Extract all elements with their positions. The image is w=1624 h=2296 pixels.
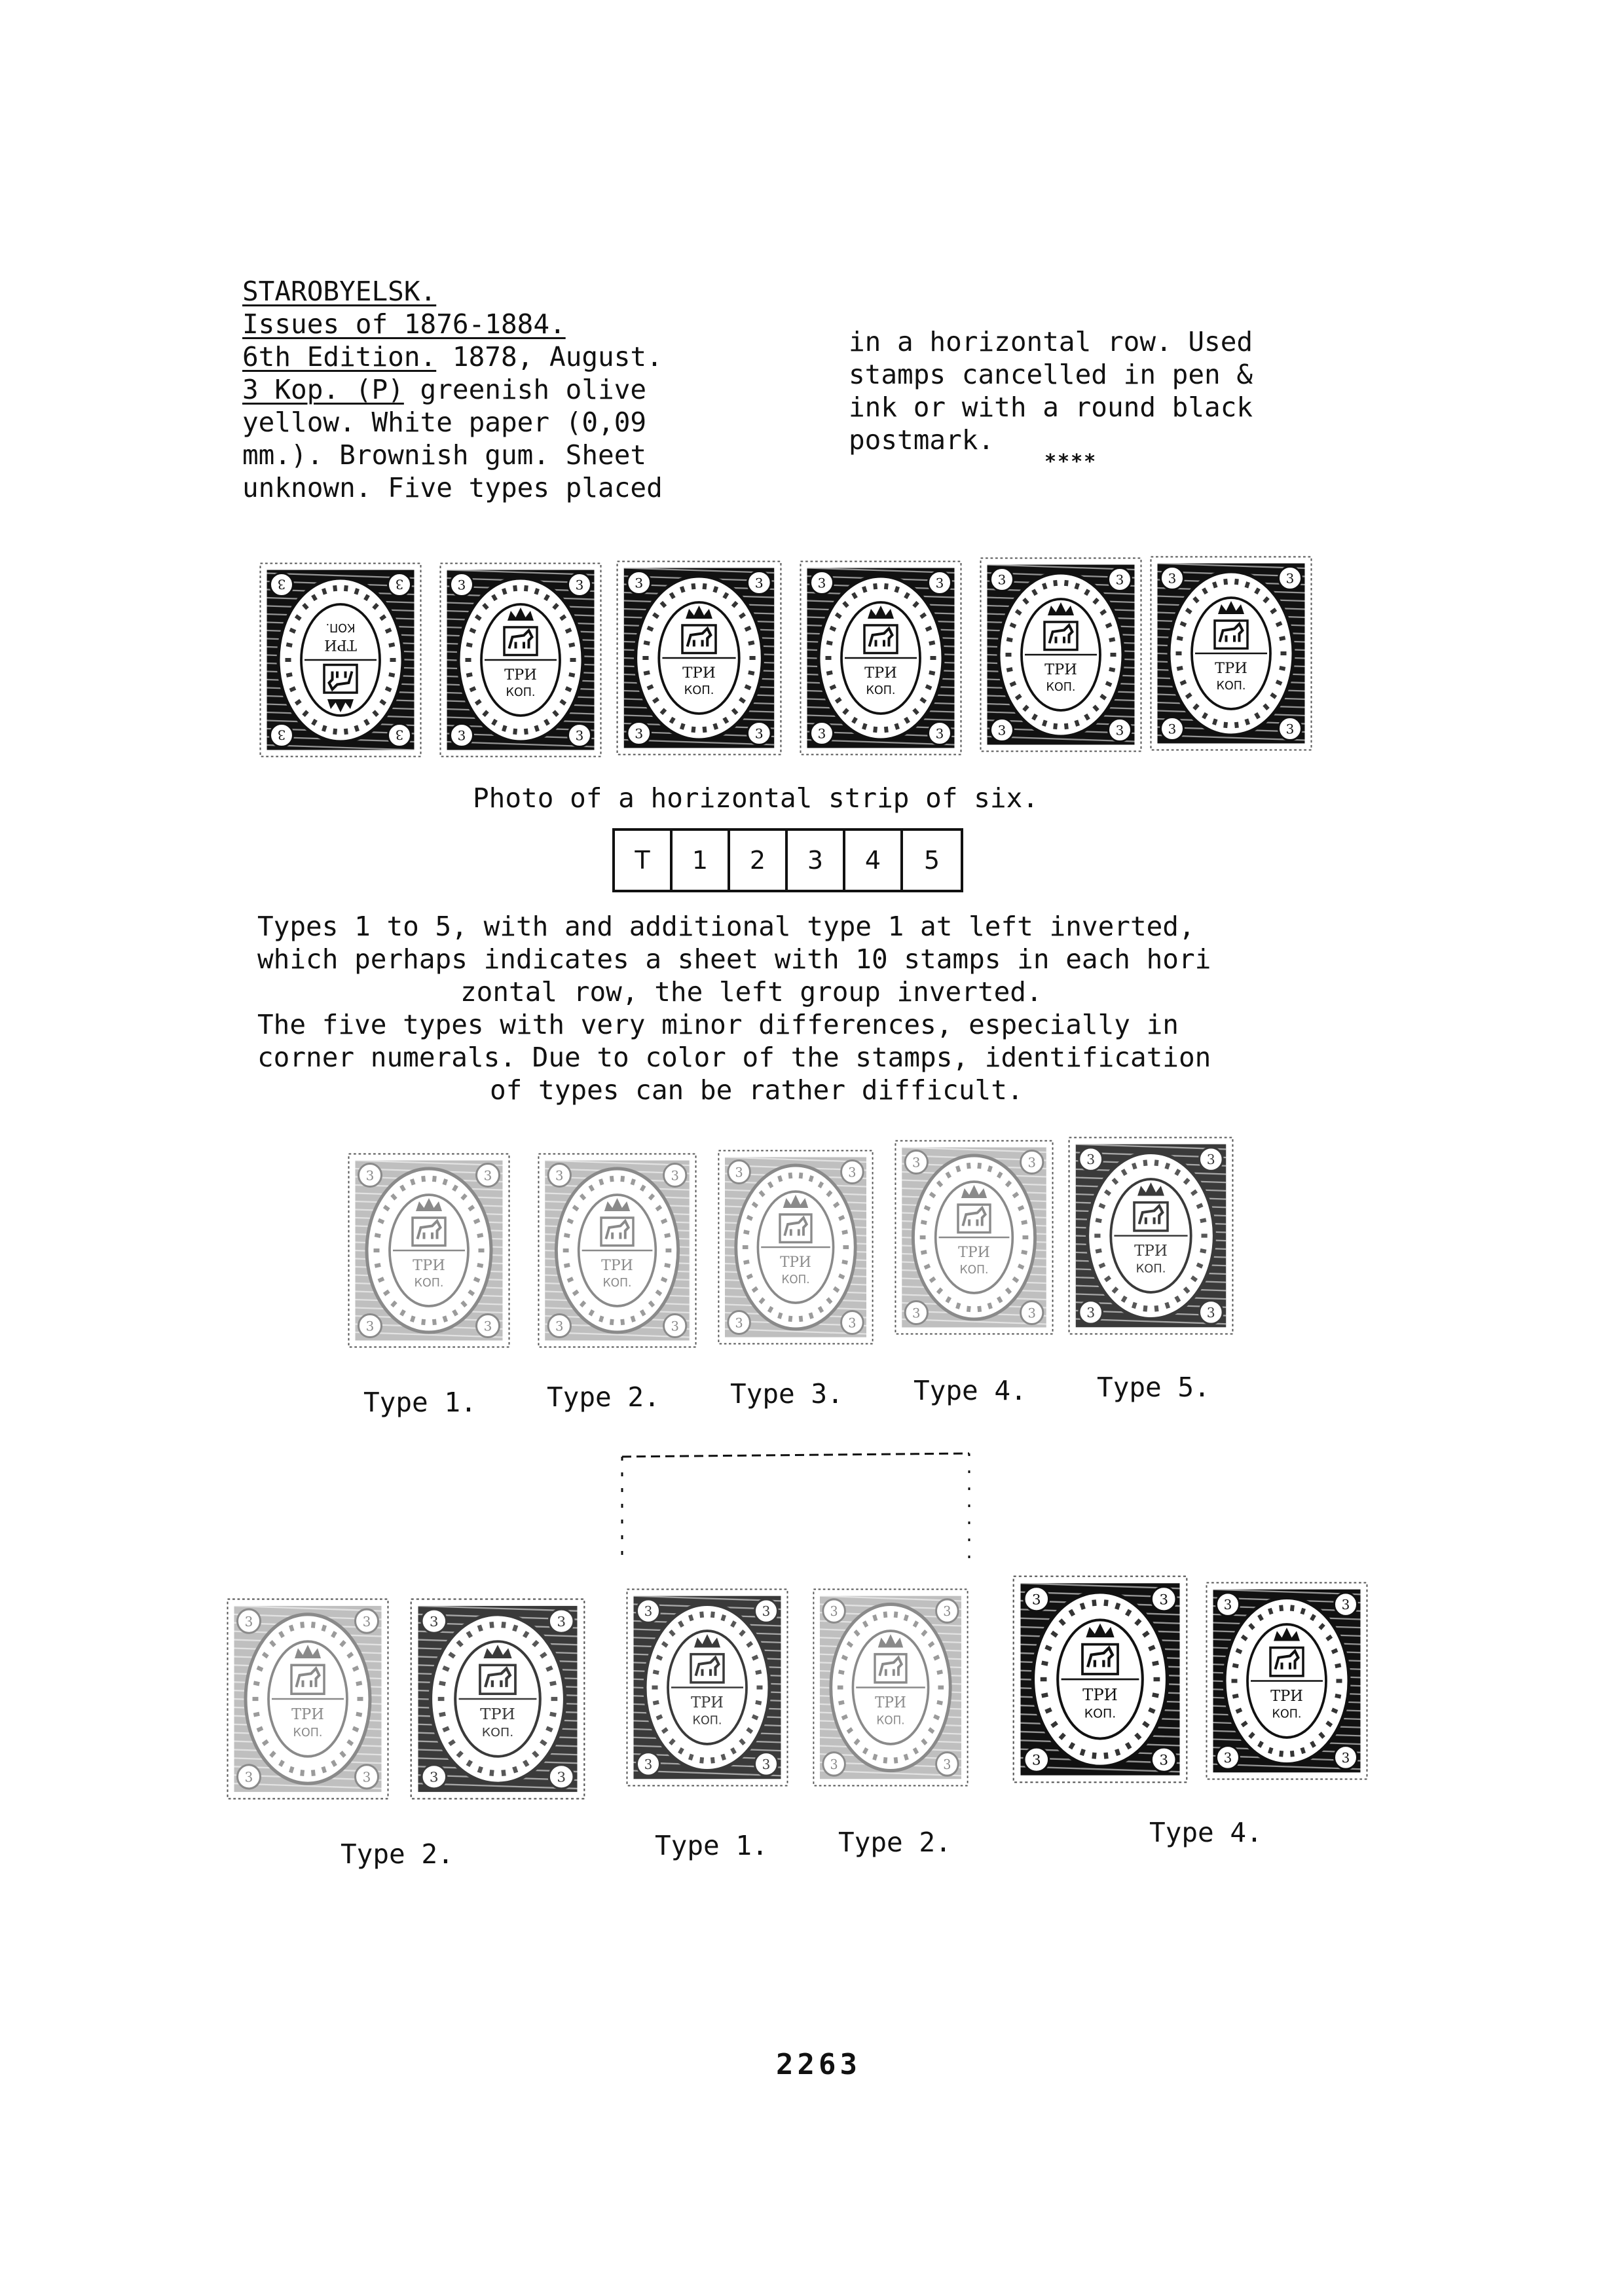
svg-text:КОП.: КОП. [876,1713,905,1728]
svg-text:ТРИ: ТРИ [1044,661,1077,678]
svg-text:3: 3 [762,1603,771,1620]
position-table [612,828,963,892]
svg-text:КОП.: КОП. [325,621,356,634]
caption-type: Type 3. [730,1378,843,1410]
svg-text:КОП.: КОП. [481,1726,514,1740]
para1-line: which perhaps indicates a sheet with 10 stamps in each hori [257,943,1211,975]
empty-stamp-outline [619,1450,972,1568]
svg-text:3: 3 [365,1318,375,1334]
para1-line: Types 1 to 5, with and additional type 1 at left inverted, [257,911,1195,942]
svg-text:3: 3 [1341,1749,1350,1766]
table-cell: 4 [845,831,903,890]
svg-text:ТРИ: ТРИ [1082,1686,1118,1704]
stamp-type-4 [894,1139,1054,1336]
svg-text:3: 3 [244,1769,253,1785]
svg-text:3: 3 [1285,570,1295,587]
svg-text:3: 3 [1115,572,1124,588]
left-column [242,275,663,504]
types-line: unknown. Five types placed [242,472,663,503]
stamp-bottom-4 [812,1588,969,1787]
svg-text:3: 3 [1206,1152,1215,1168]
stamp-design [801,562,961,755]
right-line-3: ink or with a round black [849,392,1253,423]
svg-text:3: 3 [830,1757,838,1773]
stamp-design [261,564,421,757]
svg-text:3: 3 [754,575,764,591]
stamp-bottom-5 [1012,1575,1189,1784]
denomination-rest: greenish olive [403,374,647,405]
svg-text:3: 3 [848,1165,857,1180]
svg-text:ТРИ: ТРИ [504,666,537,683]
svg-text:3: 3 [575,727,584,744]
stamp-design [349,1154,509,1347]
svg-text:3: 3 [848,1315,857,1331]
table-cell: 2 [730,831,788,890]
para1-line: zontal row, the left group inverted. [460,976,1043,1008]
svg-text:3: 3 [935,725,944,742]
svg-text:3: 3 [1159,1752,1169,1769]
svg-text:3: 3 [1086,1152,1096,1168]
svg-text:3: 3 [1223,1597,1232,1613]
stamp-strip-6 [1149,555,1313,752]
caption-type: Type 1. [363,1387,477,1418]
svg-text:3: 3 [817,725,826,742]
svg-text:3: 3 [1027,1155,1036,1171]
gum-line: mm.). Brownish gum. Sheet [242,439,647,471]
svg-text:3: 3 [635,575,644,591]
denomination-line [242,373,663,406]
svg-text:КОП.: КОП. [506,686,536,699]
edition-rest: 1878, August. [436,341,663,373]
svg-text:КОП.: КОП. [781,1273,810,1287]
stamp-strip-4 [799,560,963,756]
stamp-design [618,562,781,755]
svg-text:3: 3 [557,1613,566,1630]
svg-text:ТРИ: ТРИ [601,1256,633,1275]
paragraph-differences [257,1008,1211,1106]
stamp-design [411,1599,585,1799]
svg-text:3: 3 [457,577,466,593]
stamp-strip-1 [259,562,422,758]
svg-text:3: 3 [644,1756,653,1773]
stamp-design [895,1141,1052,1334]
svg-text:КОП.: КОП. [684,684,714,697]
svg-text:3: 3 [575,577,584,593]
svg-text:3: 3 [277,727,286,743]
stamp-bottom-3 [625,1588,789,1787]
svg-text:3: 3 [429,1769,439,1785]
svg-text:3: 3 [1285,721,1295,737]
svg-text:3: 3 [935,575,944,591]
svg-text:ТРИ: ТРИ [291,1705,324,1724]
svg-text:3: 3 [912,1155,921,1171]
stamp-design [1014,1576,1187,1783]
stamp-bottom-6 [1205,1581,1369,1781]
svg-text:3: 3 [555,1319,564,1334]
stamp-design [538,1154,695,1347]
svg-text:3: 3 [644,1603,653,1620]
svg-text:КОП.: КОП. [1084,1707,1116,1721]
svg-text:3: 3 [483,1318,492,1334]
para2-line: The five types with very minor differences, especially in [257,1009,1179,1040]
paragraph-types [257,910,1211,1008]
svg-text:КОП.: КОП. [959,1263,989,1277]
stamp-type-3 [717,1149,874,1345]
svg-text:ТРИ: ТРИ [958,1243,990,1262]
caption-type: Type 2. [341,1838,454,1870]
stamp-type-2 [537,1152,697,1349]
title: STAROBYELSK. [242,276,437,307]
svg-text:3: 3 [735,1165,743,1180]
svg-text:3: 3 [1115,722,1124,738]
svg-text:3: 3 [1159,1592,1169,1609]
svg-text:3: 3 [1206,1305,1215,1321]
svg-text:3: 3 [362,1769,371,1785]
svg-text:ТРИ: ТРИ [875,1694,906,1712]
svg-text:3: 3 [671,1168,679,1184]
issues-line: Issues of 1876-1884. [242,308,566,340]
page-number: 2263 [776,2048,861,2081]
svg-text:3: 3 [362,1613,371,1630]
denomination-label: 3 Kop. (P) [242,374,404,405]
table-cell: T [615,831,673,890]
svg-text:3: 3 [429,1613,439,1630]
svg-text:3: 3 [817,575,826,591]
caption-type: Type 2. [838,1827,951,1858]
right-line-2: stamps cancelled in pen & [849,359,1253,390]
svg-text:3: 3 [395,727,404,743]
svg-text:КОП.: КОП. [602,1276,632,1290]
svg-text:КОП.: КОП. [1216,680,1246,693]
svg-text:ТРИ: ТРИ [1134,1243,1168,1260]
svg-text:3: 3 [635,725,644,742]
svg-text:ТРИ: ТРИ [1215,660,1247,677]
svg-text:3: 3 [1223,1749,1232,1766]
svg-text:3: 3 [943,1757,951,1773]
svg-text:3: 3 [671,1319,679,1334]
table-cell: 5 [923,846,940,875]
svg-text:КОП.: КОП. [692,1714,722,1728]
stamp-type-1 [347,1152,511,1349]
edition-line [242,340,663,373]
svg-text:3: 3 [1168,721,1177,737]
stamp-design [228,1599,388,1799]
right-line-1: in a horizontal row. Used [849,326,1253,357]
svg-text:3: 3 [735,1315,743,1331]
svg-text:3: 3 [457,727,466,744]
svg-text:ТРИ: ТРИ [682,665,716,682]
para2-line: corner numerals. Due to color of the stamps, identification [257,1042,1211,1073]
separator-stars: **** [1044,450,1098,473]
stamp-design [1151,557,1312,750]
svg-text:3: 3 [244,1613,253,1630]
svg-text:ТРИ: ТРИ [1270,1687,1303,1705]
svg-text:3: 3 [1031,1752,1041,1769]
caption-type: Type 2. [547,1381,660,1413]
strip-caption: Photo of a horizontal strip of six. [473,782,1039,814]
svg-text:ТРИ: ТРИ [780,1254,811,1271]
stamp-design [718,1151,872,1344]
svg-text:ТРИ: ТРИ [413,1257,445,1274]
stamp-strip-5 [979,556,1143,753]
svg-text:ТРИ: ТРИ [480,1705,515,1723]
svg-text:3: 3 [365,1167,375,1184]
svg-text:КОП.: КОП. [293,1725,323,1740]
svg-text:3: 3 [483,1167,492,1184]
table-cell: 3 [788,831,845,890]
svg-text:3: 3 [997,722,1006,738]
svg-text:КОП.: КОП. [866,684,896,697]
stamp-strip-2 [439,562,602,758]
caption-type: Type 1. [655,1830,768,1861]
stamp-design [1207,1583,1367,1779]
svg-text:КОП.: КОП. [1272,1707,1302,1721]
stamp-design [441,564,601,757]
svg-text:3: 3 [1168,570,1177,587]
svg-text:КОП.: КОП. [414,1277,444,1290]
svg-text:3: 3 [943,1603,951,1620]
para2-line: of types can be rather difficult. [490,1074,1024,1106]
svg-text:ТРИ: ТРИ [324,636,357,653]
svg-text:3: 3 [277,576,286,592]
svg-text:ТРИ: ТРИ [864,665,897,682]
right-line-4: postmark. [849,424,995,456]
caption-type: Type 5. [1097,1372,1210,1403]
edition-label: 6th Edition. [242,341,437,373]
svg-text:КОП.: КОП. [1046,681,1076,694]
svg-text:3: 3 [830,1603,838,1620]
stamp-type-5 [1067,1136,1234,1336]
svg-text:3: 3 [754,725,764,742]
paper-line: yellow. White paper (0,09 [242,407,647,438]
svg-text:3: 3 [1027,1305,1036,1321]
stamp-bottom-2 [409,1597,586,1800]
svg-text:КОП.: КОП. [1135,1262,1166,1276]
caption-type: Type 4. [1149,1817,1263,1848]
table-cell: 1 [673,831,730,890]
svg-text:3: 3 [555,1168,564,1184]
svg-text:3: 3 [395,576,404,592]
right-column [849,325,1253,456]
caption-type: Type 4. [913,1375,1027,1406]
stamp-design [1069,1138,1233,1334]
svg-text:3: 3 [1086,1305,1096,1321]
svg-text:3: 3 [1341,1597,1350,1613]
svg-text:3: 3 [997,572,1006,588]
stamp-design [627,1590,788,1786]
svg-text:3: 3 [762,1756,771,1773]
stamp-design [981,558,1141,752]
stamp-bottom-1 [226,1597,390,1800]
svg-text:3: 3 [912,1305,921,1321]
stamp-design [813,1590,967,1786]
stamp-strip-3 [616,560,783,756]
svg-text:3: 3 [557,1769,566,1785]
svg-text:ТРИ: ТРИ [691,1694,724,1712]
svg-text:3: 3 [1031,1592,1041,1609]
